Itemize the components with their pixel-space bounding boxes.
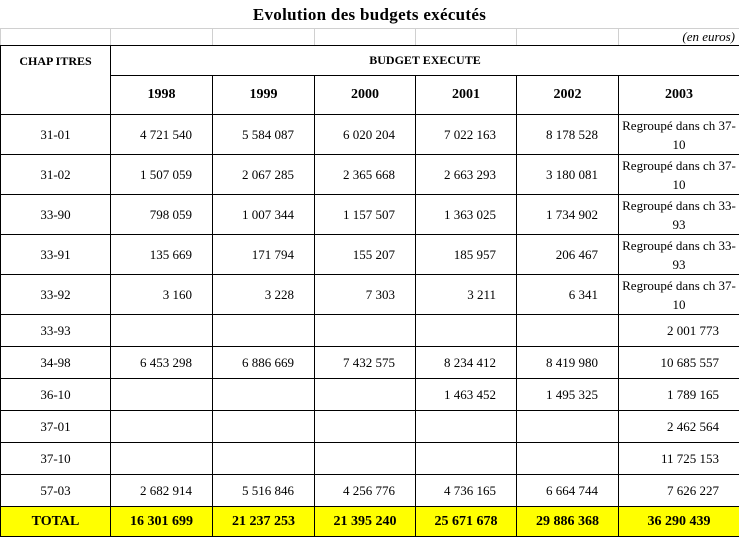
unit-empty	[416, 29, 517, 46]
value-cell: 206 467	[517, 235, 619, 275]
total-value: 25 671 678	[416, 507, 517, 537]
table-row	[1, 275, 739, 315]
chapter-code: 31-01	[1, 115, 111, 155]
value-cell	[315, 443, 416, 475]
value-cell: 3 180 081	[517, 155, 619, 195]
regroup-note: Regroupé dans ch 37-10	[619, 275, 739, 315]
value-cell: 7 432 575	[315, 347, 416, 379]
value-cell: 6 664 744	[517, 475, 619, 507]
value-cell	[416, 443, 517, 475]
table-row	[1, 315, 739, 347]
value-cell: 185 957	[416, 235, 517, 275]
value-cell: 6 886 669	[213, 347, 315, 379]
year-header: 2001	[416, 76, 517, 115]
header-row	[1, 46, 739, 76]
unit-empty	[213, 29, 315, 46]
total-value: 21 395 240	[315, 507, 416, 537]
regroup-note: Regroupé dans ch 37-10	[619, 115, 739, 155]
unit-row	[1, 29, 739, 46]
value-cell	[315, 379, 416, 411]
total-value: 21 237 253	[213, 507, 315, 537]
value-cell: 4 721 540	[111, 115, 213, 155]
value-cell: 7 303	[315, 275, 416, 315]
total-label: TOTAL	[1, 507, 111, 537]
value-cell: 8 419 980	[517, 347, 619, 379]
budget-execute-header: BUDGET EXECUTE	[111, 46, 739, 76]
chapitres-header: CHAP ITRES	[1, 46, 111, 115]
chapter-code: 37-10	[1, 443, 111, 475]
value-cell	[111, 379, 213, 411]
table-row	[1, 235, 739, 275]
table-row	[1, 379, 739, 411]
chapter-code: 57-03	[1, 475, 111, 507]
value-cell: 1 463 452	[416, 379, 517, 411]
value-cell: 5 516 846	[213, 475, 315, 507]
year-header: 2000	[315, 76, 416, 115]
value-cell: 135 669	[111, 235, 213, 275]
value-cell	[111, 443, 213, 475]
value-cell: 2 067 285	[213, 155, 315, 195]
table-row	[1, 155, 739, 195]
years-header-row	[1, 76, 739, 115]
total-value: 16 301 699	[111, 507, 213, 537]
total-value: 36 290 439	[619, 507, 739, 537]
value-cell: 6 341	[517, 275, 619, 315]
value-cell	[517, 315, 619, 347]
regroup-note: Regroupé dans ch 37-10	[619, 155, 739, 195]
value-cell: 1 363 025	[416, 195, 517, 235]
value-cell	[416, 315, 517, 347]
value-cell: 798 059	[111, 195, 213, 235]
chapter-code: 33-92	[1, 275, 111, 315]
table-row	[1, 195, 739, 235]
value-cell: 2 462 564	[619, 411, 739, 443]
value-cell: 3 160	[111, 275, 213, 315]
value-cell: 1 507 059	[111, 155, 213, 195]
value-cell: 6 020 204	[315, 115, 416, 155]
value-cell: 1 495 325	[517, 379, 619, 411]
value-cell	[111, 411, 213, 443]
value-cell: 8 178 528	[517, 115, 619, 155]
value-cell: 2 365 668	[315, 155, 416, 195]
value-cell: 8 234 412	[416, 347, 517, 379]
value-cell: 3 228	[213, 275, 315, 315]
year-header: 2003	[619, 76, 739, 115]
value-cell	[315, 411, 416, 443]
total-value: 29 886 368	[517, 507, 619, 537]
unit-empty	[111, 29, 213, 46]
total-row	[1, 507, 739, 537]
value-cell	[111, 315, 213, 347]
regroup-note: Regroupé dans ch 33-93	[619, 195, 739, 235]
value-cell: 5 584 087	[213, 115, 315, 155]
value-cell	[213, 443, 315, 475]
value-cell	[416, 411, 517, 443]
value-cell: 3 211	[416, 275, 517, 315]
budget-table	[0, 28, 739, 537]
value-cell: 2 663 293	[416, 155, 517, 195]
value-cell: 1 734 902	[517, 195, 619, 235]
unit-label: (en euros)	[619, 29, 739, 46]
chapter-code: 31-02	[1, 155, 111, 195]
table-row	[1, 411, 739, 443]
table-row	[1, 115, 739, 155]
value-cell: 4 256 776	[315, 475, 416, 507]
value-cell: 6 453 298	[111, 347, 213, 379]
chapter-code: 37-01	[1, 411, 111, 443]
value-cell: 171 794	[213, 235, 315, 275]
value-cell: 11 725 153	[619, 443, 739, 475]
regroup-note: Regroupé dans ch 33-93	[619, 235, 739, 275]
page-title: Evolution des budgets exécutés	[252, 5, 487, 24]
value-cell: 1 789 165	[619, 379, 739, 411]
unit-empty	[315, 29, 416, 46]
value-cell: 2 682 914	[111, 475, 213, 507]
year-header: 1999	[213, 76, 315, 115]
year-header: 2002	[517, 76, 619, 115]
value-cell	[517, 411, 619, 443]
table-row	[1, 443, 739, 475]
value-cell	[315, 315, 416, 347]
chapter-code: 34-98	[1, 347, 111, 379]
value-cell: 155 207	[315, 235, 416, 275]
chapter-code: 33-93	[1, 315, 111, 347]
value-cell: 4 736 165	[416, 475, 517, 507]
table-row	[1, 475, 739, 507]
year-header: 1998	[111, 76, 213, 115]
value-cell: 7 626 227	[619, 475, 739, 507]
chapter-code: 36-10	[1, 379, 111, 411]
value-cell: 2 001 773	[619, 315, 739, 347]
value-cell	[517, 443, 619, 475]
value-cell	[213, 379, 315, 411]
unit-empty	[1, 29, 111, 46]
unit-empty	[517, 29, 619, 46]
value-cell	[213, 411, 315, 443]
value-cell: 10 685 557	[619, 347, 739, 379]
value-cell: 7 022 163	[416, 115, 517, 155]
value-cell	[213, 315, 315, 347]
value-cell: 1 007 344	[213, 195, 315, 235]
value-cell: 1 157 507	[315, 195, 416, 235]
chapter-code: 33-90	[1, 195, 111, 235]
chapter-code: 33-91	[1, 235, 111, 275]
table-row	[1, 347, 739, 379]
